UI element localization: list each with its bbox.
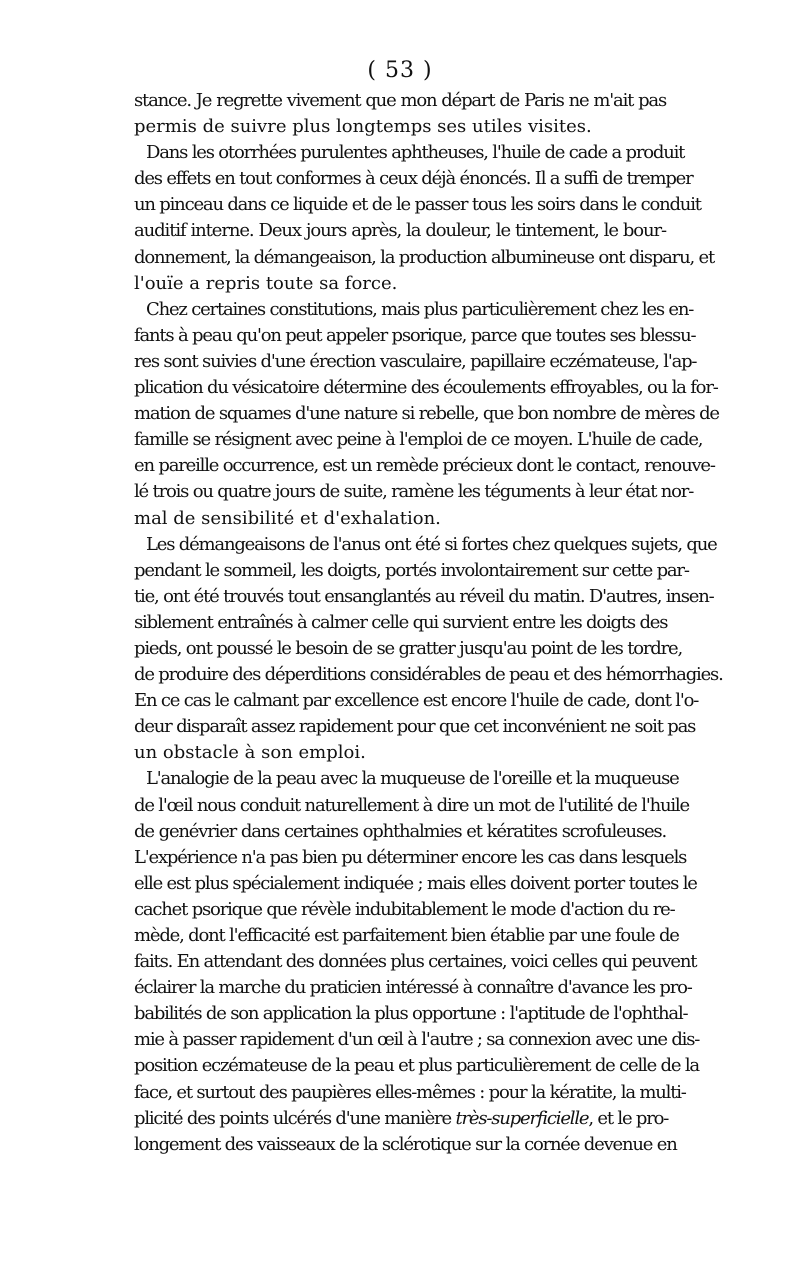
text-line: faits. En attendant des données plus certaines, voici celles qui peuvent — [134, 951, 697, 973]
text-line: un obstacle à son emploi. — [134, 742, 366, 764]
text-line: pendant le sommeil, les doigts, portés involontairement sur cette par- — [134, 559, 689, 581]
text-segment: plicité des points ulcérés d'une manière — [134, 1107, 456, 1129]
text-line: famille se résignent avec peine à l'emploi de ce moyen. L'huile de cade, — [134, 429, 703, 451]
text-line: res sont suivies d'une érection vasculaire, papillaire eczémateuse, l'ap- — [134, 350, 697, 372]
text-line: des effets en tout conformes à ceux déjà énoncés. Il a suffi de tremper — [134, 168, 693, 190]
text-line: elle est plus spécialement indiquée ; mais elles doivent porter toutes le — [134, 872, 697, 894]
body-text — [134, 88, 723, 1158]
text-line: pieds, ont poussé le besoin de se gratter jusqu'au point de les tordre, — [134, 637, 683, 659]
text-line: L'analogie de la peau avec la muqueuse de l'oreille et la muqueuse — [146, 768, 679, 790]
text-line: Chez certaines constitutions, mais plus particulièrement chez les en- — [146, 298, 694, 320]
text-line: de produire des déperditions considérables de peau et des hémorrhagies. — [134, 664, 723, 686]
text-line: un pinceau dans ce liquide et de le passer tous les soirs dans le conduit — [134, 194, 701, 216]
text-segment: , et le pro- — [588, 1107, 669, 1129]
text-line: mède, dont l'efficacité est parfaitement bien établie par une foule de — [134, 925, 679, 946]
text-line: donnement, la démangeaison, la production albumineuse ont disparu, et — [134, 246, 715, 268]
text-line: En ce cas le calmant par excellence est encore l'huile de cade, dont l'o- — [134, 690, 699, 712]
text-line: de l'œil nous conduit naturellement à dire un mot de l'utilité de l'huile — [134, 794, 689, 816]
text-line: auditif interne. Deux jours après, la douleur, le tintement, le bour- — [134, 220, 666, 242]
text-line: de genévrier dans certaines ophthalmies et kératites scrofuleuses. — [134, 820, 666, 842]
page-number: ( 53 ) — [367, 58, 433, 83]
text-line: tie, ont été trouvés tout ensanglantés au réveil du matin. D'autres, insen- — [134, 585, 714, 607]
text-line: l'ouïe a repris toute sa force. — [134, 272, 398, 294]
text-line: mal de sensibilité et d'exhalation. — [134, 507, 441, 529]
text-line — [134, 1106, 669, 1132]
text-line: cachet psorique que révèle indubitablement le mode d'action du re- — [134, 898, 675, 920]
text-line: stance. Je regrette vivement que mon départ de Paris ne m'ait pas — [134, 90, 666, 111]
text-line: plication du vésicatoire détermine des écoulements effroyables, ou la for- — [134, 377, 718, 399]
text-line: siblement entraînés à calmer celle qui survient entre les doigts des — [134, 611, 668, 633]
text-line: babilités de son application la plus opportune : l'aptitude de l'ophthal- — [134, 1003, 688, 1025]
text-line: mation de squames d'une nature si rebelle, que bon nombre de mères de — [134, 403, 719, 425]
text-line: fants à peau qu'on peut appeler psorique, parce que toutes ses blessu- — [134, 324, 696, 346]
text-line: deur disparaît assez rapidement pour que cet inconvénient ne soit pas — [134, 716, 696, 738]
text-line: Dans les otorrhées purulentes aphtheuses, l'huile de cade a produit — [146, 142, 685, 164]
text-line: permis de suivre plus longtemps ses utiles visites. — [134, 116, 592, 138]
text-line: face, et surtout des paupières elles-mêmes : pour la kératite, la multi- — [134, 1081, 686, 1103]
text-line: longement des vaisseaux de la sclérotique sur la cornée devenue en — [134, 1133, 677, 1155]
text-line: L'expérience n'a pas bien pu déterminer encore les cas dans lesquels — [134, 846, 687, 868]
text-line: mie à passer rapidement d'un œil à l'autre ; sa connexion avec une dis- — [134, 1029, 700, 1051]
text-line: lé trois ou quatre jours de suite, ramène les téguments à leur état nor- — [134, 481, 694, 503]
italic-emphasis: très-superficielle — [455, 1107, 589, 1129]
text-line: position eczémateuse de la peau et plus particulièrement de celle de la — [134, 1055, 699, 1077]
text-line: en pareille occurrence, est un remède précieux dont le contact, renouve- — [134, 455, 715, 477]
text-line: Les démangeaisons de l'anus ont été si fortes chez quelques sujets, que — [146, 533, 717, 555]
text-line: éclairer la marche du praticien intéressé à connaître d'avance les pro- — [134, 977, 692, 999]
